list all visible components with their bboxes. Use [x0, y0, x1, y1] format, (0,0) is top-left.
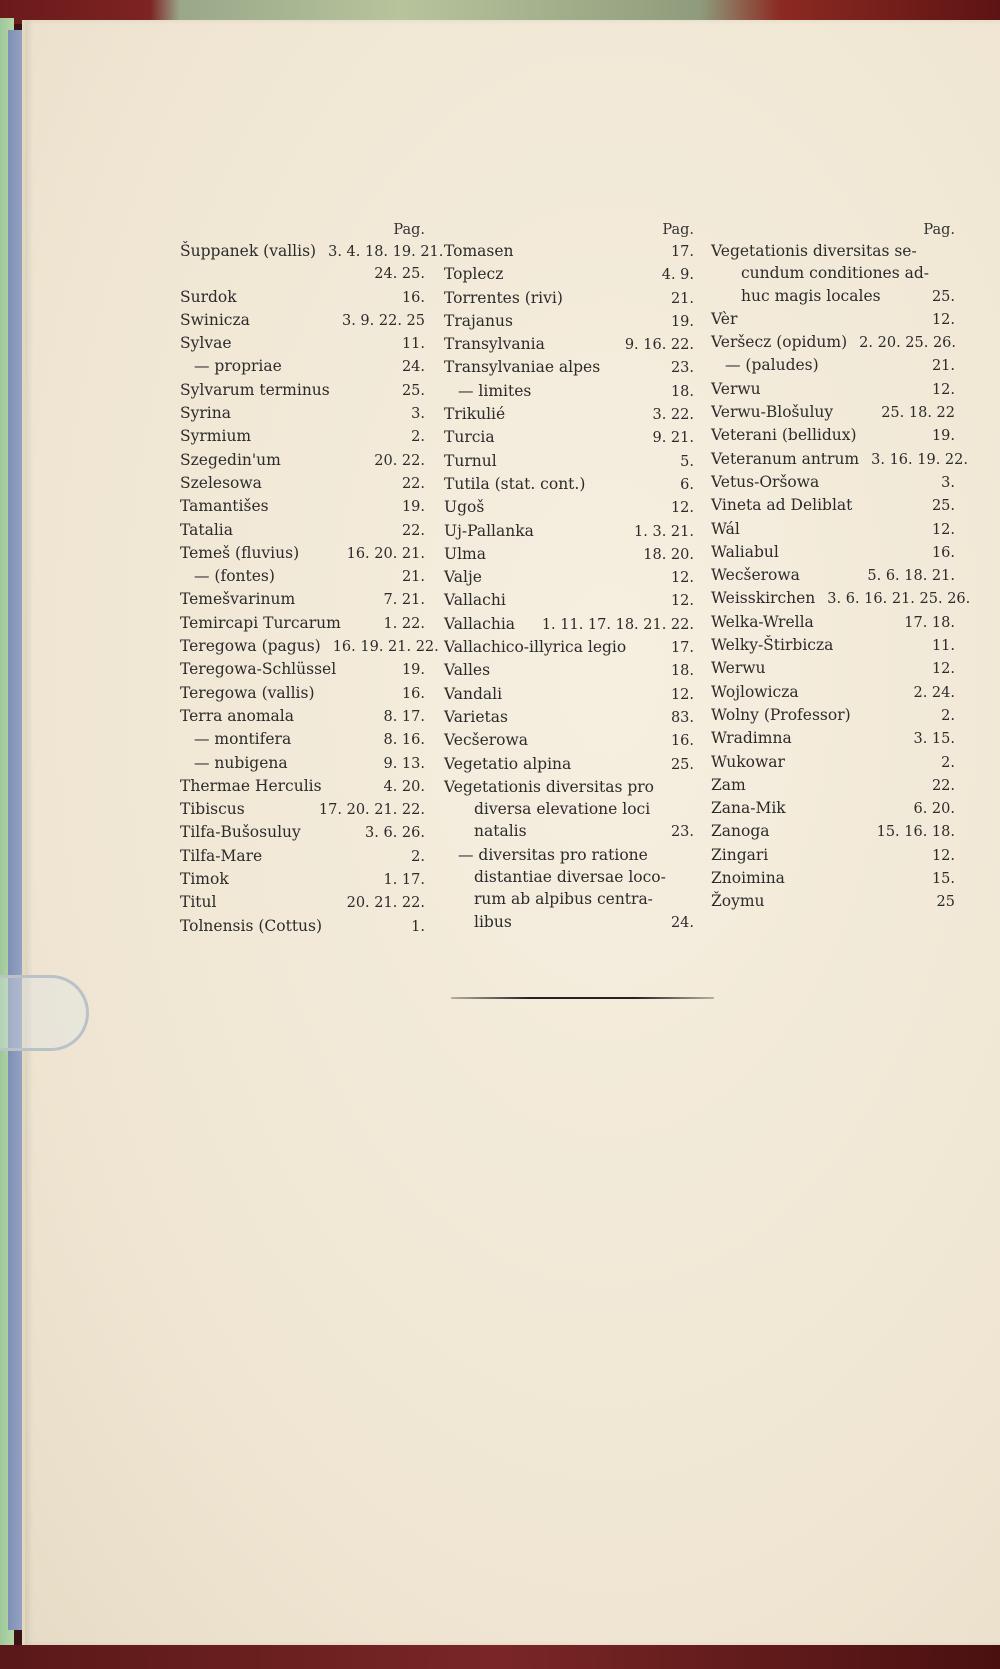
- entry-name: Wojlowicza: [711, 682, 799, 701]
- index-entry: [444, 820, 694, 843]
- entry-name: Verwu-Blošuluy: [711, 403, 834, 422]
- entry-pages: 16. 19. 21. 22.: [332, 639, 439, 656]
- entry-pages: 8. 17.: [383, 708, 425, 725]
- index-column-1: [180, 220, 444, 938]
- index-entry: [444, 566, 694, 589]
- index-entry: [444, 496, 694, 519]
- entry-pages: 16.: [401, 685, 425, 702]
- index-entry: [444, 888, 694, 910]
- index-entry: [444, 450, 694, 473]
- index-entry: [180, 658, 425, 681]
- entry-pages: 21.: [401, 569, 425, 586]
- entry-pages: 3. 6. 26.: [365, 825, 425, 842]
- entry-pages: 12.: [670, 570, 694, 587]
- entry-pages: 5.: [680, 453, 694, 470]
- entry-pages: 18.: [670, 383, 694, 400]
- index-entry: [444, 636, 694, 659]
- entry-name: Wecšerowa: [711, 566, 800, 585]
- index-entry: [711, 354, 955, 377]
- entry-pages: 19.: [401, 662, 425, 679]
- index-entry: [180, 240, 444, 263]
- index-entry: [711, 285, 955, 308]
- entry-pages: 9. 16. 22.: [624, 337, 694, 354]
- entry-pages: 4. 20.: [383, 778, 425, 795]
- index-entry: [180, 682, 425, 705]
- entry-pages: 1.: [411, 918, 425, 935]
- book-binding-bottom: [0, 1645, 1000, 1669]
- index-entry: [180, 402, 425, 425]
- entry-pages: 9. 13.: [383, 755, 425, 772]
- index-entry: [711, 611, 955, 634]
- entry-pages: 25.: [931, 288, 955, 305]
- entry-name: Zana-Mik: [711, 799, 786, 818]
- entry-name: Tibiscus: [180, 800, 245, 819]
- entry-name: — nubigena: [194, 753, 288, 772]
- entry-pages: 24. 25.: [374, 266, 425, 283]
- entry-pages: 2.: [411, 429, 425, 446]
- entry-name: Ugoš: [444, 498, 485, 517]
- entry-name: — diversitas pro ratione: [458, 845, 648, 864]
- index-entry: [180, 472, 425, 495]
- entry-pages: 6.: [680, 476, 694, 493]
- index-entry: [180, 845, 425, 868]
- index-entry: [711, 541, 955, 564]
- index-entry: [180, 379, 425, 402]
- entry-pages: 22.: [401, 522, 425, 539]
- entry-name: Sylvarum terminus: [180, 380, 330, 399]
- entry-pages: 24.: [401, 359, 425, 376]
- index-entry: [180, 449, 425, 472]
- page-clip: [0, 975, 89, 1051]
- entry-name: Timok: [180, 870, 229, 889]
- index-entry: [180, 728, 425, 751]
- entry-name: Werwu: [711, 659, 766, 678]
- index-entry: [444, 287, 694, 310]
- index-entry: [444, 240, 694, 263]
- entry-pages: 1. 22.: [383, 615, 425, 632]
- entry-pages: 18.: [670, 663, 694, 680]
- entry-name: Transylvania: [444, 335, 545, 354]
- index-entry: [444, 263, 694, 286]
- index-entry: [180, 565, 425, 588]
- index-entry: [444, 798, 694, 820]
- entry-name: Vallachico-illyrica legio: [444, 638, 627, 657]
- index-entry: [711, 867, 955, 890]
- index-entry: [711, 471, 955, 494]
- entry-pages: 1. 11. 17. 18. 21. 22.: [541, 616, 694, 633]
- entry-pages: 11.: [401, 336, 425, 353]
- index-entry: [180, 775, 425, 798]
- entry-pages: 20. 21. 22.: [346, 895, 425, 912]
- entry-pages: 2.: [941, 754, 955, 771]
- entry-name: Tomasen: [444, 242, 514, 260]
- entry-pages: 3. 22.: [652, 407, 694, 424]
- index-entry: [711, 240, 955, 262]
- index-entry: [444, 520, 694, 543]
- entry-name: Vallachia: [444, 614, 516, 633]
- entry-name: — (paludes): [725, 356, 819, 375]
- entry-pages: 12.: [931, 521, 955, 538]
- entry-name: Valje: [444, 568, 482, 587]
- entry-name: Tamantišes: [180, 497, 269, 516]
- entry-pages: 3.: [411, 406, 425, 423]
- index-entry: [444, 589, 694, 612]
- entry-name: Tolnensis (Cottus): [180, 916, 323, 935]
- entry-name: Surdok: [180, 287, 237, 306]
- entry-pages: 19.: [931, 428, 955, 445]
- entry-name: Zingari: [711, 845, 769, 864]
- entry-name: Vallachi: [444, 591, 506, 610]
- entry-pages: 5. 6. 18. 21.: [867, 568, 955, 585]
- entry-pages: 22.: [401, 475, 425, 492]
- entry-pages: 3.: [941, 474, 955, 491]
- entry-name: Wolny (Professor): [711, 705, 851, 724]
- entry-name: Verwu: [711, 379, 761, 398]
- entry-pages: 83.: [670, 709, 694, 726]
- entry-pages: 1. 17.: [383, 872, 425, 889]
- index-entry: [180, 915, 425, 938]
- index-entry: [711, 308, 955, 331]
- entry-name: Transylvaniae alpes: [444, 358, 601, 377]
- entry-name: Wradimna: [711, 729, 792, 748]
- entry-pages: 24.: [670, 914, 694, 931]
- entry-pages: 11.: [931, 638, 955, 655]
- entry-name: Zam: [711, 775, 746, 794]
- entry-name: Temešvarinum: [180, 590, 296, 609]
- entry-pages: 22.: [931, 777, 955, 794]
- entry-name: Wukowar: [711, 752, 785, 771]
- pag-header: Pag.: [393, 222, 425, 238]
- entry-pages: 17. 18.: [904, 614, 955, 631]
- index-entry: [711, 774, 955, 797]
- entry-pages: 3. 16. 19. 22.: [871, 451, 968, 468]
- index-entry: [444, 706, 694, 729]
- entry-pages: 6. 20.: [913, 801, 955, 818]
- entry-name: Zanoga: [711, 822, 770, 841]
- index-entry: [711, 681, 955, 704]
- entry-name: Syrina: [180, 404, 231, 423]
- index-entry: [444, 310, 694, 333]
- entry-name: Swinicza: [180, 310, 250, 329]
- entry-pages: 17. 20. 21. 22.: [318, 802, 425, 819]
- entry-pages: 2. 24.: [913, 684, 955, 701]
- entry-pages: 9. 21.: [652, 430, 694, 447]
- entry-pages: 18. 20.: [643, 546, 694, 563]
- entry-pages: 2.: [941, 707, 955, 724]
- index-entry: [711, 262, 955, 284]
- entry-pages: 25.: [931, 498, 955, 515]
- entry-name: Tutila (stat. cont.): [444, 474, 586, 493]
- entry-name: Vegetationis diversitas pro: [444, 777, 654, 796]
- entry-pages: 23.: [670, 824, 694, 841]
- index-entry: [180, 542, 425, 565]
- entry-name: Temircapi Turcarum: [180, 613, 341, 632]
- entry-pages: 17.: [670, 640, 694, 657]
- entry-name: Vegetationis diversitas se-: [711, 242, 917, 260]
- index-entry: [444, 403, 694, 426]
- entry-name: — (fontes): [194, 567, 275, 586]
- entry-name: Vegetatio alpina: [444, 754, 572, 773]
- index-entry: [711, 797, 955, 820]
- entry-name: Weisskirchen: [711, 589, 816, 608]
- entry-name: Uj-Pallanka: [444, 521, 534, 540]
- entry-name: Veterani (bellidux): [711, 426, 857, 445]
- index-entry: [444, 866, 694, 888]
- entry-pages: 3. 4. 18. 19. 21.: [328, 244, 444, 260]
- index-entry: [711, 564, 955, 587]
- entry-name: Turcia: [444, 428, 495, 447]
- entry-pages: 19.: [401, 499, 425, 516]
- entry-name: Turnul: [444, 451, 497, 470]
- index-entry: [711, 727, 955, 750]
- index-entry: [711, 844, 955, 867]
- entry-name: Waliabul: [711, 542, 779, 561]
- index-entry: [180, 425, 425, 448]
- index-entry: [444, 380, 694, 403]
- entry-pages: 20. 22.: [374, 452, 425, 469]
- index-entry: [180, 263, 425, 285]
- entry-pages: 25: [936, 894, 955, 911]
- index-entry: [711, 401, 955, 424]
- index-entry: [711, 518, 955, 541]
- entry-pages: 25.: [670, 756, 694, 773]
- entry-name: Tilfa-Mare: [180, 846, 263, 865]
- entry-name: Vecšerowa: [444, 731, 529, 750]
- entry-pages: 16.: [401, 289, 425, 306]
- index-entry: [180, 286, 425, 309]
- entry-pages: 12.: [931, 847, 955, 864]
- entry-pages: 12.: [931, 381, 955, 398]
- index-entry: [711, 448, 968, 471]
- entry-name: — limites: [458, 381, 532, 400]
- entry-pages: 4. 9.: [661, 267, 694, 284]
- entry-pages: 12.: [670, 593, 694, 610]
- entry-pages: 3. 6. 16. 21. 25. 26.: [827, 591, 971, 608]
- entry-name: cundum conditiones ad-: [741, 264, 930, 283]
- entry-name: Vetus-Oršowa: [711, 472, 820, 491]
- entry-pages: 15. 16. 18.: [876, 824, 955, 841]
- entry-pages: 2.: [411, 848, 425, 865]
- entry-name: Valles: [444, 661, 491, 680]
- entry-pages: 2. 20. 25. 26.: [859, 335, 957, 352]
- index-entry: [711, 587, 971, 610]
- entry-name: Tatalia: [180, 520, 234, 539]
- index-entry: [711, 378, 955, 401]
- entry-name: Varietas: [444, 707, 508, 726]
- index-entry: [444, 776, 694, 798]
- entry-pages: 17.: [670, 244, 694, 260]
- entry-name: Vineta ad Deliblat: [711, 496, 853, 515]
- index-entry: [180, 798, 425, 821]
- index-entry: [711, 751, 955, 774]
- entry-name: Veteranum antrum: [711, 449, 860, 468]
- index-column-2: [444, 220, 694, 934]
- index-entry: [180, 868, 425, 891]
- entry-name: Ulma: [444, 544, 486, 563]
- index-entry: [444, 753, 694, 776]
- index-entry: [711, 704, 955, 727]
- entry-name: libus: [474, 912, 512, 931]
- entry-pages: 1. 3. 21.: [634, 523, 694, 540]
- entry-name: Teregowa (vallis): [180, 683, 315, 702]
- entry-name: Šuppanek (vallis): [180, 242, 317, 260]
- index-entry: [180, 891, 425, 914]
- entry-pages: 15.: [931, 871, 955, 888]
- index-entry: [711, 657, 955, 680]
- index-entry: [711, 494, 955, 517]
- index-entry: [444, 659, 694, 682]
- entry-name: Syrmium: [180, 427, 252, 446]
- entry-name: — propriae: [194, 357, 282, 376]
- entry-pages: 16.: [670, 733, 694, 750]
- entry-pages: 7. 21.: [383, 592, 425, 609]
- entry-name: Trajanus: [444, 311, 513, 330]
- entry-name: Tilfa-Bušosuluy: [180, 823, 301, 842]
- entry-name: diversa elevatione loci: [474, 800, 651, 819]
- index-entry: [180, 309, 425, 332]
- entry-name: Szelesowa: [180, 473, 262, 492]
- entry-pages: 16. 20. 21.: [346, 545, 425, 562]
- entry-pages: 25.: [401, 382, 425, 399]
- entry-name: Titul: [180, 893, 217, 912]
- index-entry: [444, 543, 694, 566]
- index-entry: [180, 705, 425, 728]
- entry-name: Žoymu: [711, 892, 765, 911]
- pag-header: Pag.: [662, 222, 694, 238]
- entry-pages: 12.: [931, 661, 955, 678]
- entry-name: Vandali: [444, 684, 503, 703]
- index-column-3: [711, 220, 971, 914]
- entry-name: Sylvae: [180, 334, 232, 353]
- end-rule: [451, 997, 714, 999]
- entry-pages: 12.: [931, 311, 955, 328]
- entry-name: Vèr: [711, 309, 738, 328]
- entry-name: Temeš (fluvius): [180, 543, 300, 562]
- index-entry: [444, 333, 694, 356]
- entry-pages: 21.: [931, 358, 955, 375]
- index-entry: [444, 426, 694, 449]
- index-entry: [444, 356, 694, 379]
- entry-pages: 3. 15.: [913, 731, 955, 748]
- index-entry: [180, 519, 425, 542]
- entry-name: Welka-Wrella: [711, 612, 814, 631]
- index-entry: [444, 683, 694, 706]
- entry-pages: 12.: [670, 500, 694, 517]
- entry-name: Toplecz: [444, 265, 504, 284]
- index-entry: [444, 911, 694, 934]
- index-entry: [711, 331, 955, 354]
- entry-name: distantiae diversae loco-: [474, 868, 666, 887]
- index-entry: [180, 495, 425, 518]
- index-entry: [711, 424, 955, 447]
- entry-name: Welky-Štirbicza: [711, 636, 834, 655]
- index-entry: [180, 588, 425, 611]
- entry-pages: 3. 9. 22. 25: [341, 312, 425, 329]
- entry-name: Trikulié: [444, 405, 506, 424]
- entry-name: Veršecz (opidum): [711, 333, 848, 352]
- pag-header: Pag.: [923, 222, 955, 238]
- entry-name: Teregowa (pagus): [180, 637, 321, 656]
- entry-pages: 25. 18. 22: [881, 405, 955, 422]
- entry-name: Terra anomala: [180, 706, 294, 725]
- index-entry: [444, 844, 694, 866]
- index-entry: [180, 612, 425, 635]
- index-entry: [180, 635, 439, 658]
- index-entry: [180, 821, 425, 844]
- index-entry: [711, 820, 955, 843]
- entry-name: Znoimina: [711, 869, 785, 888]
- index-entry: [444, 473, 694, 496]
- index-entry: [711, 890, 955, 913]
- index-entry: [180, 332, 425, 355]
- entry-name: natalis: [474, 822, 527, 841]
- entry-pages: 23.: [670, 360, 694, 377]
- entry-name: Szegedin'um: [180, 450, 281, 469]
- entry-pages: 21.: [670, 290, 694, 307]
- entry-pages: 12.: [670, 686, 694, 703]
- index-entry: [180, 355, 425, 378]
- entry-name: Wál: [711, 519, 740, 538]
- entry-pages: 8. 16.: [383, 732, 425, 749]
- index-entry: [711, 634, 955, 657]
- entry-name: rum ab alpibus centra-: [474, 890, 653, 909]
- index-entry: [180, 752, 425, 775]
- entry-name: Torrentes (rivi): [444, 288, 563, 307]
- entry-name: huc magis locales: [741, 286, 881, 305]
- index-entry: [444, 613, 694, 636]
- entry-pages: 19.: [670, 313, 694, 330]
- entry-name: — montifera: [194, 730, 292, 749]
- entry-name: Teregowa-Schlüssel: [180, 660, 337, 679]
- entry-pages: 16.: [931, 544, 955, 561]
- index-entry: [444, 729, 694, 752]
- entry-name: Thermae Herculis: [180, 776, 322, 795]
